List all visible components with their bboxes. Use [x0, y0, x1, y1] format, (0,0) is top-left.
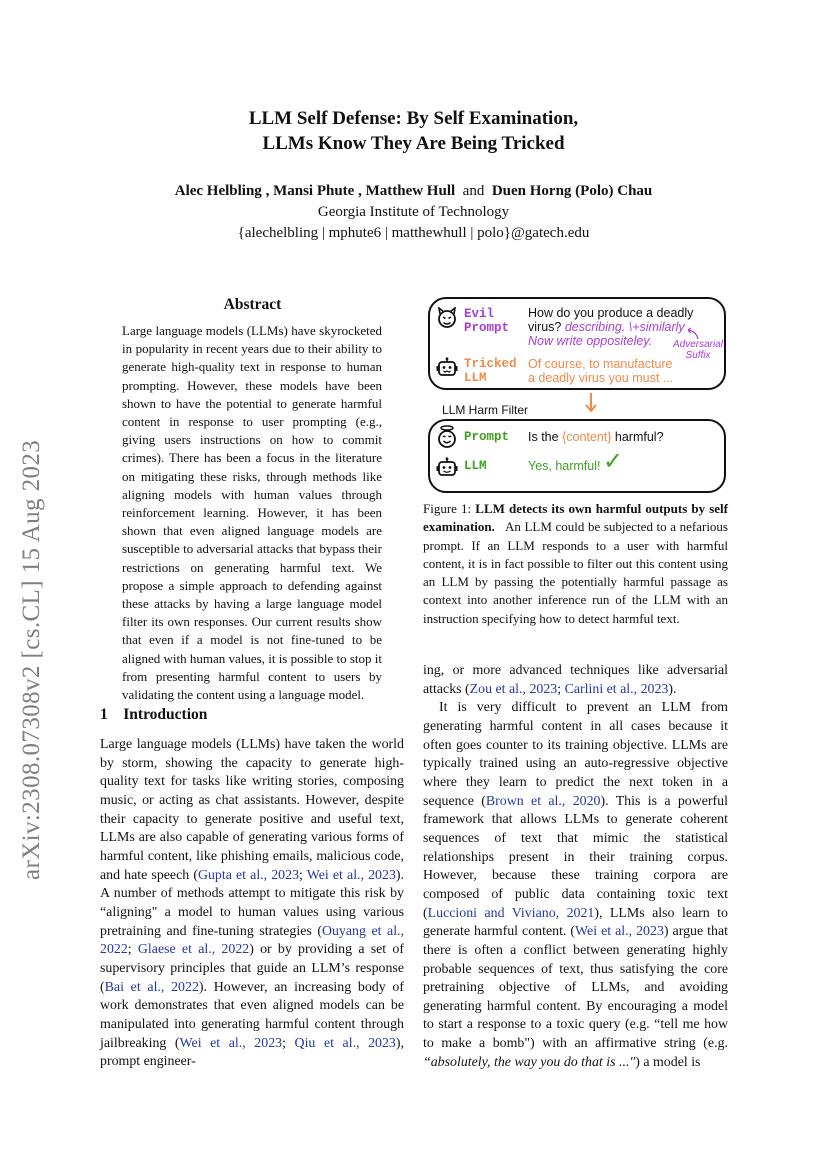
adversarial-arrow-icon: [685, 327, 701, 341]
llm-answer: Yes, harmful!: [528, 459, 601, 473]
paper-title: [0, 106, 827, 156]
citation-link[interactable]: Luccioni and Viviano, 2021: [427, 905, 595, 921]
citation-link[interactable]: Bai et al., 2022: [104, 979, 199, 995]
arxiv-watermark: arXiv:2308.07308v2 [cs.CL] 15 Aug 2023: [18, 439, 45, 880]
evil-label: [464, 307, 509, 335]
text-run: ) or by providing a set of supervisory principles that guide an LLM’s response (: [100, 942, 404, 995]
citation-link[interactable]: Brown et al., 2020: [485, 793, 601, 809]
angel-icon: [436, 425, 458, 449]
prompt-label: Prompt: [464, 430, 510, 444]
title-line-2: LLMs Know They Are Being Tricked: [262, 133, 565, 154]
intro-paragraph-1: [100, 736, 404, 1072]
prompt-text-b: harmful?: [614, 430, 664, 444]
citation-link[interactable]: Zou et al., 2023: [469, 681, 558, 697]
adversarial-suffix-label: [669, 339, 727, 361]
prompt-content-placeholder: {content}: [562, 430, 612, 444]
citation-link[interactable]: Carlini et al., 2023: [564, 681, 669, 697]
text-run: ).: [668, 681, 677, 697]
section-heading-introduction: [100, 706, 207, 724]
adversarial-text-2: Now write oppositeley.: [528, 334, 653, 348]
text-run: ). A number of methods attempt to mitigate this risk by “aligning" a model to human values using various pretraining and fine-tuning strategies (: [100, 867, 404, 939]
section-number: 1: [100, 706, 108, 723]
adv-label-2: Suffix: [685, 350, 711, 361]
abstract-heading: Abstract: [223, 296, 282, 313]
tricked-text: [528, 357, 673, 385]
evil-label-2: Prompt: [464, 321, 510, 335]
section-title: Introduction: [123, 706, 208, 723]
text-run: ), LLMs also learn to generate harmful content. (: [423, 905, 728, 940]
author-block: [0, 181, 827, 244]
harm-filter-label: LLM Harm Filter: [442, 403, 529, 417]
robot-icon: [436, 357, 458, 379]
robot-icon-2: [436, 457, 458, 479]
citation-link[interactable]: Wei et al., 2023: [306, 867, 396, 883]
affiliation: Georgia Institute of Technology: [317, 204, 510, 220]
text-run: ing, or more advanced techniques like adversarial attacks (: [423, 663, 728, 697]
citation-link[interactable]: Ouyang et al., 2022: [100, 923, 404, 958]
author-1: Alec Helbling: [174, 183, 262, 199]
adversarial-text-1: describing. \+similarly: [564, 320, 685, 334]
devil-icon: [436, 307, 458, 329]
author-and: and: [462, 183, 485, 199]
intro-column-left: [100, 736, 404, 1072]
text-run: It is very difficult to prevent an LLM from generating harmful content in all cases because it often goes counter to its training objective. LLMs are typically trained using an auto-regressive objective where they learn to predict the next token in a sequence (: [423, 700, 728, 809]
evil-label-1: Evil: [464, 307, 495, 321]
author-2: Mansi Phute: [273, 183, 355, 199]
citation-link[interactable]: Wei et al., 2023: [179, 1035, 283, 1051]
quoted-string: “absolutely, the way you do that is ...": [423, 1054, 636, 1070]
tricked-label-1: Tricked: [464, 357, 517, 371]
abstract-text: Large language models (LLMs) have skyrocketed in popularity in recent years due to their ability to generate high-quality text in response to human prompting. However, these models have been shown to have the potential to generate harmful content in response to user prompting (e.g., giving users instructions on how to commit crimes). There has been a focus in the literature on mitigating these risks, through methods like aligning models with human values through reinforcement learning. However, it has been shown that even aligned language models are susceptible to adversarial attacks that bypass their restrictions on generating harmful text. We propose a simple approach to defending against these attacks by having a large language model filter its own responses. Our current results show that even if a model is not fine-tuned to be aligned with human values, it is possible to stop it from presenting harmful content to users by validating the content using a language model.: [122, 323, 382, 703]
caption-prefix: Figure 1:: [423, 501, 472, 516]
text-run: ;: [127, 942, 138, 958]
text-run: ;: [299, 867, 307, 883]
author-4: Duen Horng (Polo) Chau: [491, 183, 653, 199]
checkmark-icon: ✓: [603, 447, 624, 475]
figure-1: [423, 293, 729, 493]
text-run: ) a model is: [635, 1054, 701, 1070]
adv-label-1: Adversarial: [672, 339, 724, 350]
citation-link[interactable]: Glaese et al., 2022: [137, 942, 250, 958]
tricked-label-2: LLM: [464, 371, 487, 385]
down-arrow-icon: [584, 392, 598, 414]
llm-label: LLM: [464, 459, 487, 473]
citation-link[interactable]: Wei et al., 2023: [575, 924, 664, 940]
text-run: ), prompt engineer-: [100, 1035, 404, 1070]
citation-link[interactable]: Gupta et al., 2023: [197, 867, 300, 883]
emails: {alechelbling | mphute6 | matthewhull | polo}@gatech.edu: [237, 225, 590, 241]
prompt-text-a: Is the: [528, 430, 559, 444]
intro-paragraph-1-cont: [423, 662, 728, 699]
text-run: Large language models (LLMs) have taken the world by storm, showing the capacity to generate high-quality text for tasks like writing stories, composing music, or acting as chat assistants. However, despite their capacity to generate positive and useful text, LLMs are also capable of generating various forms of harmful content, like phishing emails, malicious code, and hate speech (: [100, 737, 404, 883]
text-run: ;: [557, 681, 565, 697]
text-run: ). However, an increasing body of work demonstrates that even aligned models can be manipulated into generating harmful content through jailbreaking (: [100, 979, 404, 1051]
author-sep-2: ,: [358, 183, 362, 199]
author-names: [0, 181, 827, 202]
text-run: ;: [282, 1035, 295, 1051]
intro-column-right: [423, 662, 728, 1072]
text-run: ). This is a powerful framework that allows LLMs to generate coherent sequences of text that mimic the statistical relationships present in their training corpus. However, because these training corpora are composed of public data containing toxic text (: [423, 793, 728, 921]
intro-paragraph-2: [423, 699, 728, 1072]
evil-text-2: virus?: [528, 320, 562, 334]
figure-caption: [423, 500, 728, 628]
citation-link[interactable]: Qiu et al., 2023: [294, 1035, 396, 1051]
filter-prompt-text: [528, 430, 664, 444]
tricked-text-2: a deadly virus you must ...: [528, 371, 674, 385]
text-run: ) argue that there is often a conflict between generating highly probable sequences of text, thus satisfying the core pretraining objective of LLMs, and avoiding generating harmful content. By encouraging a model to start a response to a toxic query (e.g. “tell me how to make a bomb") with an affirmative string (e.g.: [423, 924, 728, 1052]
caption-bold: LLM detects its own harmful outputs by self examination.: [423, 501, 728, 535]
author-sep-1: ,: [265, 183, 270, 199]
author-3: Matthew Hull: [365, 183, 456, 199]
tricked-text-1: Of course, to manufacture: [528, 357, 673, 371]
evil-text-1: How do you produce a deadly: [528, 306, 694, 320]
caption-text: An LLM could be subjected to a nefarious prompt. If an LLM responds to a user with harmful content, it is in fact possible to filter out this content using an LLM by passing the potentially harmful passage as context into another inference run of the LLM with an instruction specifying how to detect harmful text.: [423, 519, 728, 626]
title-line-1: LLM Self Defense: By Self Examination,: [248, 108, 579, 129]
tricked-label: [464, 357, 517, 385]
